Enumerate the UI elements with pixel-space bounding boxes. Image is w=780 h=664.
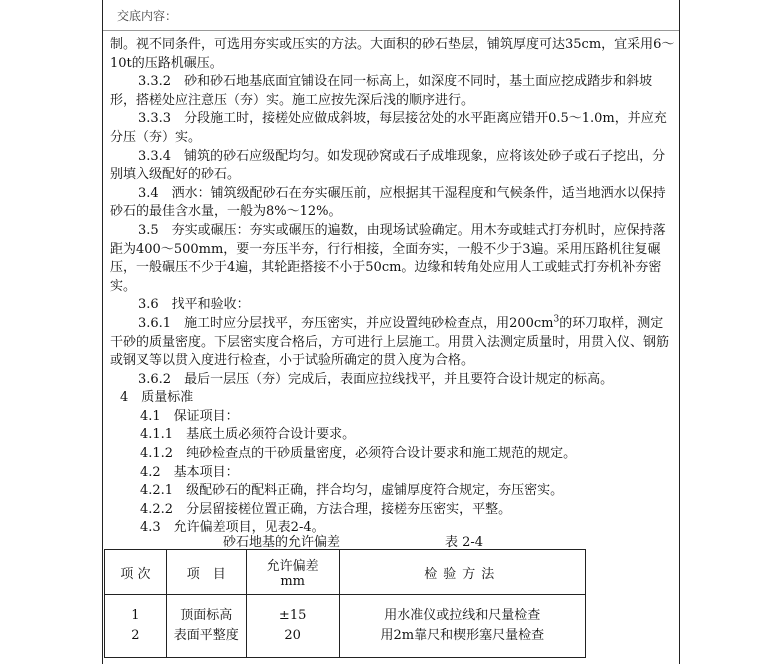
header-no: 项 次 <box>105 550 167 595</box>
header-method: 检验方法 <box>339 550 585 595</box>
paragraph-4-1: 4.1 保证项目： <box>140 408 239 424</box>
header-row <box>103 0 679 31</box>
header-tolerance-unit: mm <box>280 574 305 589</box>
row-tolerances <box>246 595 339 658</box>
paragraph-3-6-1-before: 3.6.1 施工时应分层找平，夯压密实，并应设置纯砂检查点，用200cm <box>138 315 554 331</box>
paragraph-4-2-1: 4.2.1 级配砂石的配料正确，拌合均匀，虚铺厚度符合规定，夯压密实。 <box>140 483 564 499</box>
row-item-1: 顶面标高 <box>180 608 233 623</box>
paragraph-3-6: 3.6 找平和验收： <box>138 297 250 313</box>
paragraph-4-3: 4.3 允许偏差项目，见表2-4。 <box>140 520 325 536</box>
paragraph-4-1-2: 4.1.2 纯砂检查点的干砂质量密度，必须符合设计要求和施工规范的规定。 <box>140 446 577 462</box>
paragraph-3-3-4: 3.3.4 铺筑的砂石应级配均匀。如发现砂窝或石子成堆现象，应将该处砂子或石子挖出，分别填入级配好的砂石。 <box>110 148 666 183</box>
row-items <box>166 595 246 658</box>
paragraph-3-3-2: 3.3.2 砂和砂石地基底面宜铺设在同一标高上，如深度不同时，基土面应挖成踏步和斜坡形，搭槎处应注意压（夯）实。施工应按先深后浅的顺序进行。 <box>110 74 653 108</box>
paragraph-4-1-1: 4.1.1 基底土质必须符合设计要求。 <box>140 427 356 443</box>
table-title: 砂石地基的允许偏差 <box>223 535 341 550</box>
row-tolerance-1: ±15 <box>278 608 307 623</box>
table-header-row <box>105 550 586 595</box>
row-no-2: 2 <box>131 628 140 643</box>
row-method-1: 用水准仪或拉线和尺量检查 <box>384 608 541 623</box>
paragraph-3-3-3: 3.3.3 分段施工时，接槎处应做成斜坡，每层接岔处的水平距离应错开0.5～1.0m，并应充分压（夯）实。 <box>110 111 667 145</box>
row-methods <box>339 595 585 658</box>
paragraph-continuation: 制。视不同条件，可选用夯实或压实的方法。大面积的砂石垫层，铺筑厚度可达35cm，宜采用6～10t的压路机碾压。 <box>110 37 675 71</box>
row-tolerance-2: 20 <box>284 628 301 643</box>
paragraph-4-2: 4.2 基本项目： <box>140 464 239 480</box>
document-body <box>110 36 676 538</box>
row-item-2: 表面平整度 <box>173 628 239 643</box>
table-row <box>105 595 586 658</box>
document-frame <box>102 0 680 664</box>
paragraph-3-6-1 <box>110 315 676 371</box>
paragraph-3-6-1-after: 的环刀取样，测定干砂的质量密度。下层密实度合格后，方可进行上层施工。用贯入法测定质量时，用贯入仪、钢筋或钢叉等以贯入度进行检查，小于试验所确定的贯入度为合格。 <box>110 315 670 369</box>
row-method-2: 用2m靠尺和楔形塞尺量检查 <box>380 628 545 643</box>
superscript-3: 3 <box>553 314 560 325</box>
header-label: 交底内容： <box>117 9 178 23</box>
table-number: 表 2-4 <box>445 535 484 550</box>
paragraph-4-2-2: 4.2.2 分层留接槎位置正确，方法合理，接槎夯压密实，平整。 <box>140 501 512 517</box>
section-4-heading: 4 质量标准 <box>120 390 194 406</box>
header-item: 项 目 <box>166 550 246 595</box>
paragraph-3-5: 3.5 夯实或碾压：夯实或碾压的遍数，由现场试验确定。用木夯或蛙式打夯机时，应保持落距为400～500mm，要一夯压半夯，行行相接，全面夯实，一般不少于3遍。采用压路机往复碾压，一般碾压不少于4遍，其轮距搭接不小于50cm。边缘和转角处应用人工或蛙式打夯机补夯密实。 <box>110 222 666 294</box>
row-no-1: 1 <box>131 608 140 623</box>
header-tolerance-line1: 允许偏差 <box>266 559 319 574</box>
row-nos <box>105 595 167 658</box>
tolerance-table <box>104 549 586 658</box>
paragraph-3-6-2: 3.6.2 最后一层压（夯）完成后，表面应拉线找平，并且要符合设计规定的标高。 <box>138 371 614 387</box>
paragraph-3-4: 3.4 洒水：铺筑级配砂石在夯实碾压前，应根据其干湿程度和气候条件，适当地洒水以保持砂石的最佳含水量，一般为8%～12%。 <box>110 185 666 220</box>
header-tolerance <box>246 550 339 595</box>
